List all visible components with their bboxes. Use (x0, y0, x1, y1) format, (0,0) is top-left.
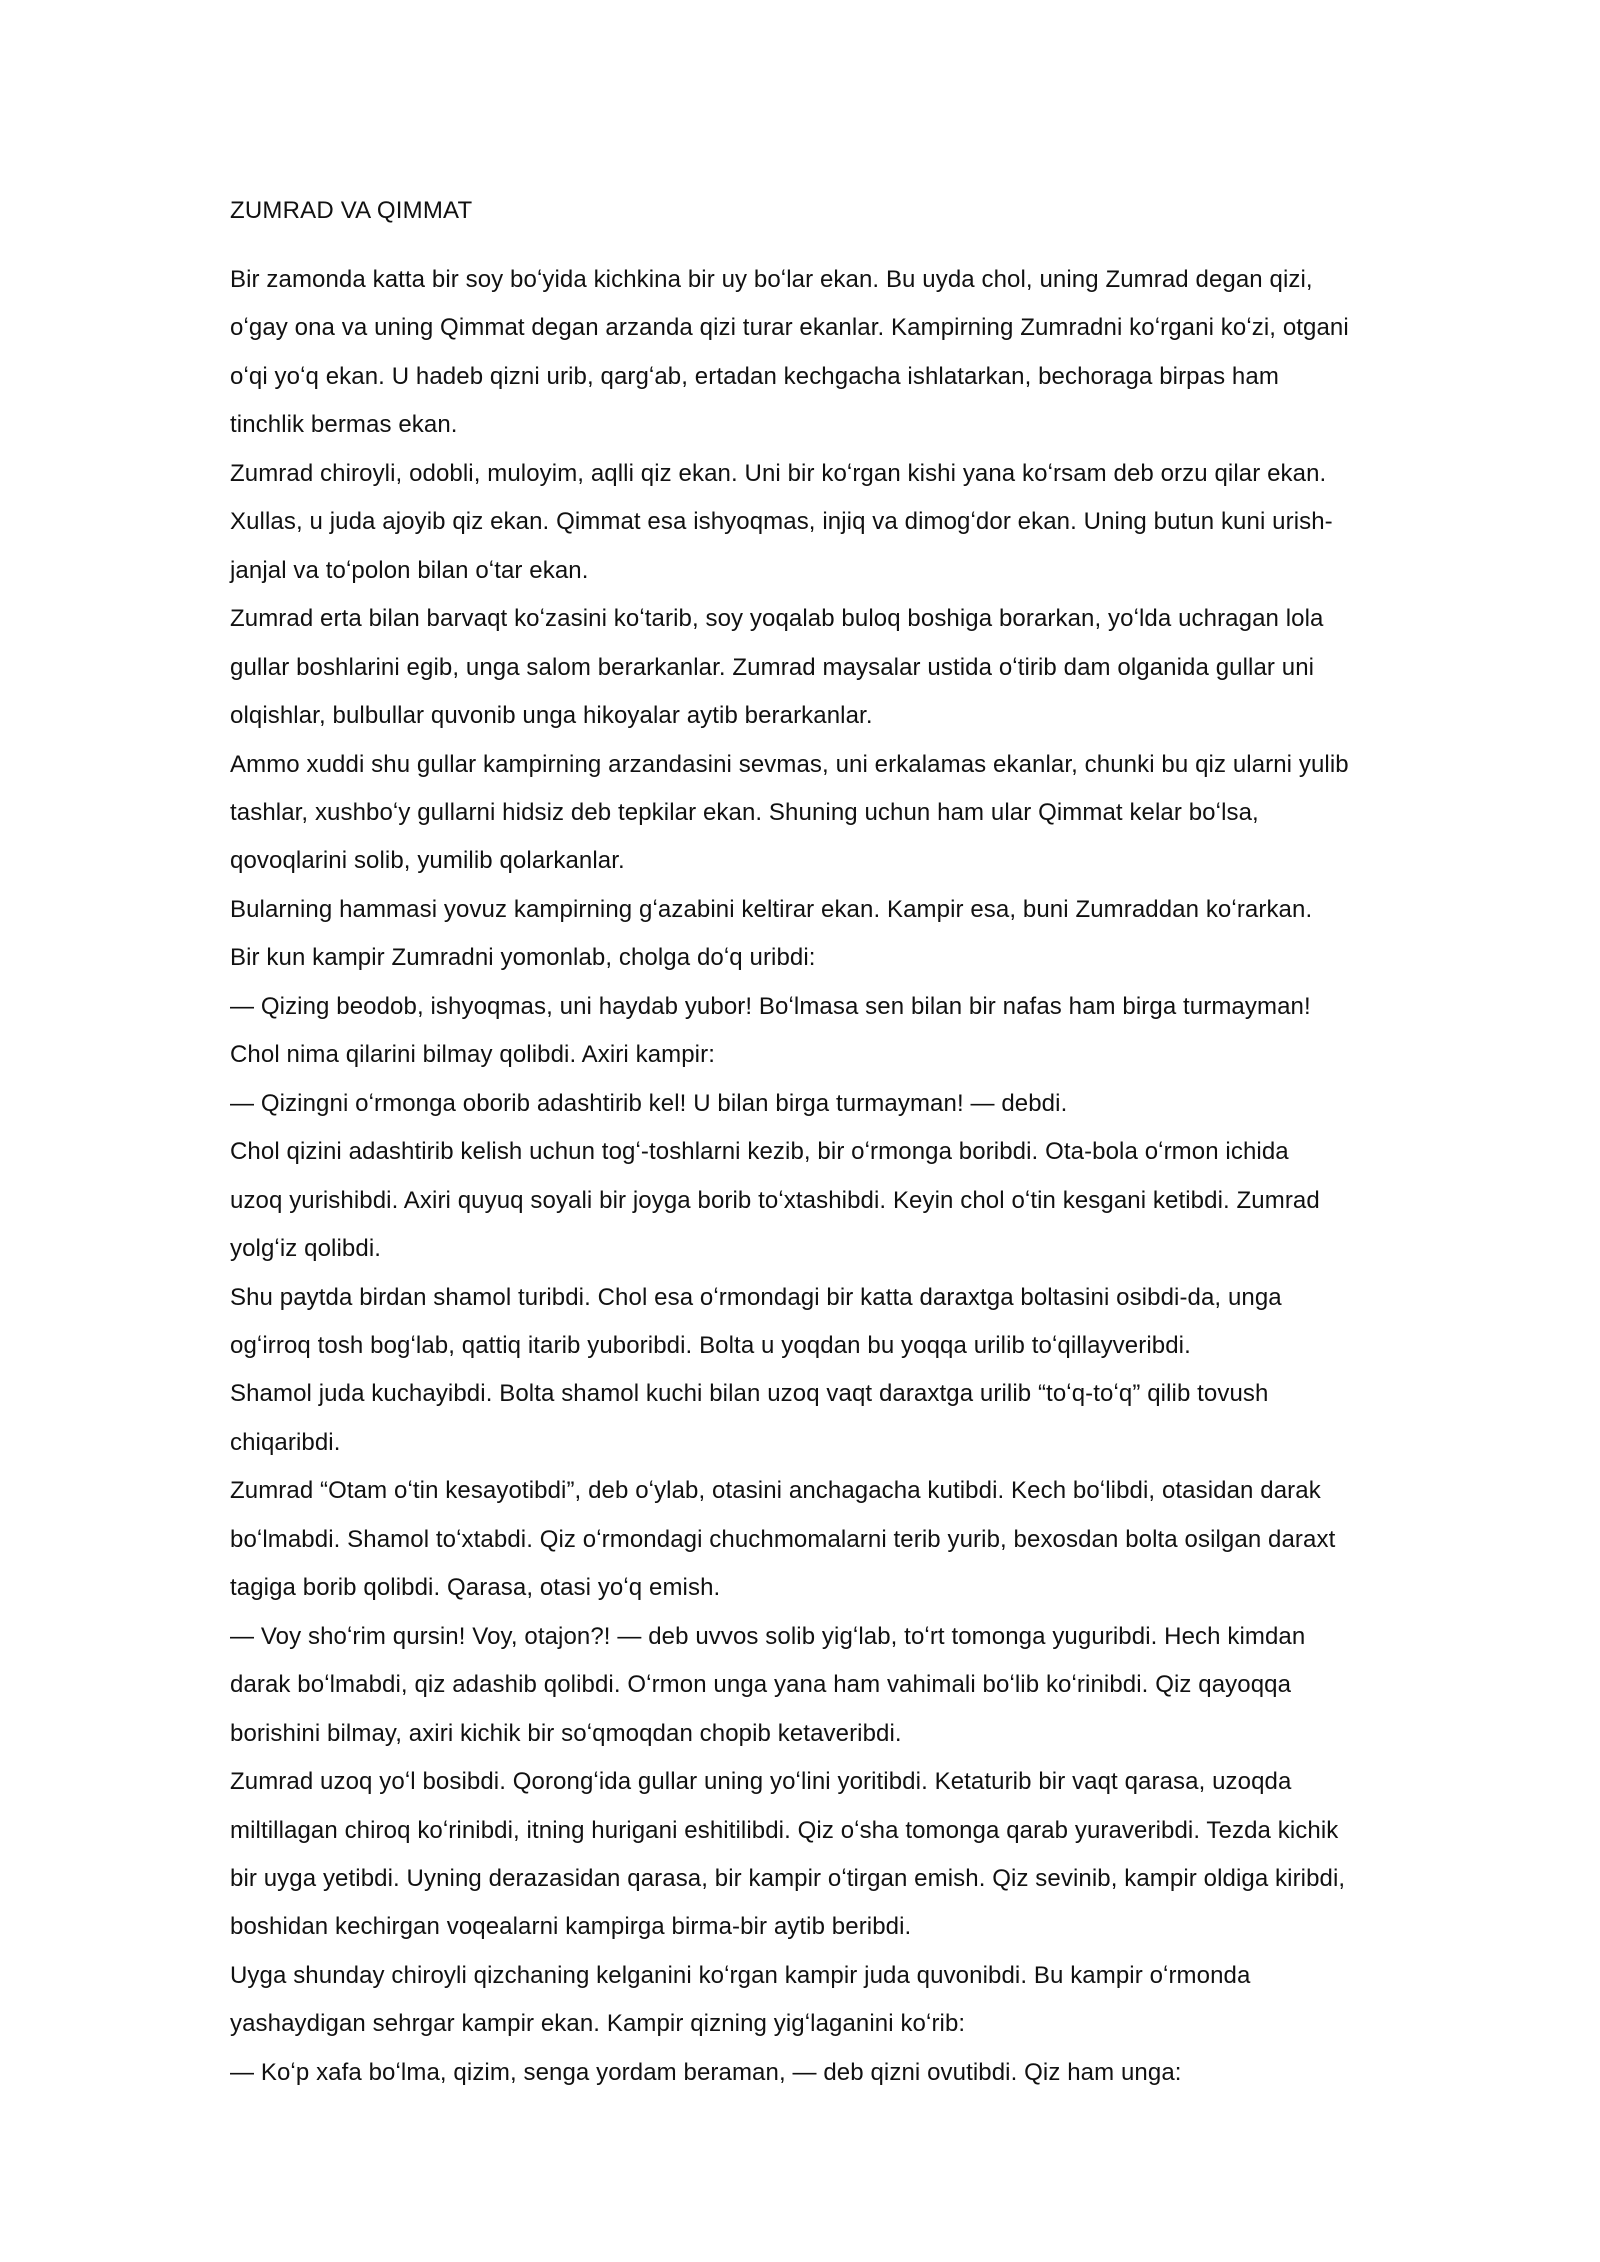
text-line: Bir zamonda katta bir soy boʻyida kichkina bir uy boʻlar ekan. Bu uyda chol, uning Zumrad degan qizi, (230, 266, 1313, 293)
text-line: gullar boshlarini egib, unga salom berarkanlar. Zumrad maysalar ustida oʻtirib dam olganida gullar uni (230, 653, 1315, 681)
paragraph (230, 1952, 1530, 2049)
paragraph (230, 256, 1530, 450)
text-line: yolgʻiz qolibdi. (230, 1235, 382, 1263)
text-line: Xullas, u juda ajoyib qiz ekan. Qimmat esa ishyoqmas, injiq va dimogʻdor ekan. Uning butun kuni urish- (230, 508, 1333, 536)
text-line: ogʻirroq tosh bogʻlab, qattiq itarib yuboribdi. Bolta u yoqdan bu yoqqa urilib toʻqillayveribdi. (230, 1331, 1191, 1359)
text-line: Bularning hammasi yovuz kampirning gʻazabini keltirar ekan. Kampir esa, buni Zumraddan koʻrarkan. (230, 895, 1313, 923)
paragraph (230, 1758, 1530, 1952)
paragraph (230, 1031, 1530, 1079)
paragraph (230, 1613, 1530, 1758)
text-line: miltillagan chiroq koʻrinibdi, itning hurigani eshitilibdi. Qiz oʻsha tomonga qarab yuraveribdi. Tezda kichik (230, 1816, 1339, 1844)
paragraph (230, 595, 1530, 740)
text-line: Ammo xuddi shu gullar kampirning arzandasini sevmas, uni erkalamas ekanlar, chunki bu qiz ularni yulib (230, 750, 1349, 778)
text-line: tagiga borib qolibdi. Qarasa, otasi yoʻq emish. (230, 1574, 721, 1602)
paragraph (230, 1128, 1530, 1273)
paragraph (230, 1467, 1530, 1612)
text-line: darak boʻlmabdi, qiz adashib qolibdi. Oʻrmon unga yana ham vahimali boʻlib koʻrinibdi. Qiz qayoqqa (230, 1671, 1292, 1699)
text-line: Shu paytda birdan shamol turibdi. Chol esa oʻrmondagi bir katta daraxtga boltasini osibdi-da, unga (230, 1283, 1282, 1311)
text-line: — Voy shoʻrim qursin! Voy, otajon?! — deb uvvos solib yigʻlab, toʻrt tomonga yuguribdi. Hech kimdan (230, 1622, 1306, 1650)
text-line: tashlar, xushboʻy gullarni hidsiz deb tepkilar ekan. Shuning uchun ham ular Qimmat kelar boʻlsa, (230, 798, 1259, 826)
text-line: Zumrad “Otam oʻtin kesayotibdi”, deb oʻylab, otasini anchagacha kutibdi. Kech boʻlibdi, otasidan darak (230, 1477, 1321, 1505)
paragraph (230, 1080, 1530, 1128)
text-line: — Qizingni oʻrmonga oborib adashtirib kel! U bilan birga turmayman! — debdi. (230, 1089, 1068, 1117)
text-line: Chol qizini adashtirib kelish uchun togʻ-toshlarni kezib, bir oʻrmonga boribdi. Ota-bola oʻrmon ichida (230, 1138, 1289, 1166)
text-line: oʻqi yoʻq ekan. U hadeb qizni urib, qargʻab, ertadan kechgacha ishlatarkan, bechoraga birpas ham (230, 362, 1279, 390)
paragraph (230, 934, 1530, 982)
text-line: Zumrad uzoq yoʻl bosibdi. Qorongʻida gullar uning yoʻlini yoritibdi. Ketaturib bir vaqt qarasa, uzoqda (230, 1768, 1292, 1796)
text-line: Bir kun kampir Zumradni yomonlab, cholga doʻq uribdi: (230, 944, 816, 972)
text-line: oʻgay ona va uning Qimmat degan arzanda qizi turar ekanlar. Kampirning Zumradni koʻrgani koʻzi, otgani (230, 314, 1349, 342)
document-title: ZUMRAD VA QIMMAT (230, 197, 473, 224)
text-line: — Qizing beodob, ishyoqmas, uni haydab yubor! Boʻlmasa sen bilan bir nafas ham birga turmayman! (230, 992, 1311, 1020)
text-line: bir uyga yetibdi. Uyning derazasidan qarasa, bir kampir oʻtirgan emish. Qiz sevinib, kampir oldiga kiribdi, (230, 1864, 1346, 1892)
text-line: olqishlar, bulbullar quvonib unga hikoyalar aytib berarkanlar. (230, 702, 873, 730)
paragraph (230, 741, 1530, 886)
text-line: yashaydigan sehrgar kampir ekan. Kampir qizning yigʻlaganini koʻrib: (230, 2010, 966, 2038)
text-line: tinchlik bermas ekan. (230, 411, 458, 439)
text-line: boʻlmabdi. Shamol toʻxtabdi. Qiz oʻrmondagi chuchmomalarni terib yurib, bexosdan bolta osilgan daraxt (230, 1525, 1336, 1553)
text-line: Shamol juda kuchayibdi. Bolta shamol kuchi bilan uzoq vaqt daraxtga urilib “toʻq-toʻq” qilib tovush (230, 1380, 1269, 1408)
text-line: Uyga shunday chiroyli qizchaning kelganini koʻrgan kampir juda quvonibdi. Bu kampir oʻrmonda (230, 1961, 1251, 1989)
text-line: chiqaribdi. (230, 1428, 341, 1456)
paragraph (230, 983, 1530, 1031)
text-line: Chol nima qilarini bilmay qolibdi. Axiri kampir: (230, 1041, 715, 1069)
text-line: qovoqlarini solib, yumilib qolarkanlar. (230, 847, 625, 875)
text-line: — Koʻp xafa boʻlma, qizim, senga yordam beraman, — deb qizni ovutibdi. Qiz ham unga: (230, 2058, 1182, 2086)
text-line: uzoq yurishibdi. Axiri quyuq soyali bir joyga borib toʻxtashibdi. Keyin chol oʻtin kesgani ketibdi. Zumrad (230, 1186, 1320, 1214)
document-page (230, 196, 1530, 2097)
text-line: boshidan kechirgan voqealarni kampirga birma-bir aytib beribdi. (230, 1913, 912, 1941)
document-body (230, 256, 1530, 2097)
text-line: Zumrad chiroyli, odobli, muloyim, aqlli qiz ekan. Uni bir koʻrgan kishi yana koʻrsam deb orzu qilar ekan. (230, 459, 1327, 487)
paragraph (230, 450, 1530, 595)
text-line: Zumrad erta bilan barvaqt koʻzasini koʻtarib, soy yoqalab buloq boshiga borarkan, yoʻlda uchragan lola (230, 605, 1324, 633)
paragraph (230, 1274, 1530, 1371)
paragraph (230, 886, 1530, 934)
text-line: borishini bilmay, axiri kichik bir soʻqmoqdan chopib ketaveribdi. (230, 1719, 902, 1747)
paragraph (230, 2049, 1530, 2097)
text-line: janjal va toʻpolon bilan oʻtar ekan. (230, 556, 589, 584)
paragraph (230, 1370, 1530, 1467)
